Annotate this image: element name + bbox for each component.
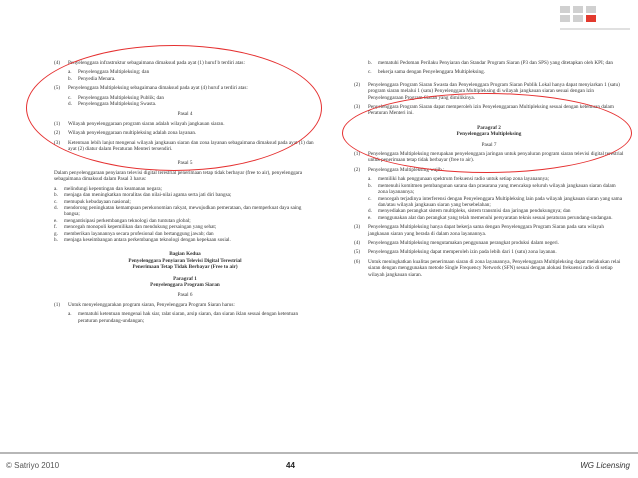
paragraph-text: Penyelenggara Multipleksing merupakan penyelenggara jaringan untuk penyaluran program siaran televisi digital terestrial untuk penerimaan tetap tidak berbayar (free to air). [368,151,624,164]
page-number: 44 [286,461,295,470]
paragraph-text: Penyelenggara Program Siaran dapat memperoleh izin Penyelenggaraan Multipleksing sesuai dengan ketentuan dalam Peraturan Menteri ini. [368,104,614,117]
list-item [54,237,316,243]
list-item-number: b. [54,192,58,199]
list-item-number: d. [54,204,58,211]
list-item-text: mendorong peningkatan kemampuan perekonomian rakyat, mewujudkan pemerataan, dan memperkuat daya saing bangsa; [64,204,302,218]
paragraph-text: Wilayah penyelenggaraan multipleksing adalah zona layanan. [68,130,197,137]
list-item-text: mencegah monopoli kepemilikan dan mendukung persaingan yang sehat; [64,224,217,231]
paragraph [354,224,624,237]
list-item-text: Penyelenggara Multipleksing; dan [78,69,150,76]
list-item-number: c. [54,198,58,205]
paragraph-text: Penyelenggara Program Siaran Swasta dan Penyelenggara Program Siaran Publik Lokal hanya dapat menyiarkan 1 (satu) program siaran melalui 1 (satu) Penyelenggara Multipleksing di wilayah jangkauan siaran sesuai dengan izin Penyelenggaraan Program Siaran yang dimilikinya. [368,81,620,101]
paragraph [354,259,624,278]
copyright-text: © Satriyo 2010 [6,461,60,470]
paragraph [54,60,316,66]
paragraph [354,240,624,246]
list-item-number: d. [368,208,372,215]
list-item-text: memupuk kebudayaan nasional; [64,198,131,205]
list-item-number: a. [68,69,72,76]
list-item-text: menggunakan alat dan perangkat yang telah memenuhi persyaratan teknis sesuai peraturan perundang-undangan. [378,214,613,221]
list-item-text: mencegah terjadinya interferensi dengan Penyelenggara Multipleksing lain pada wilayah jangkauan siaran yang sama dan/atau wilayah jangkauan siaran yang bersebelahan; [378,195,623,208]
list-item [68,101,316,107]
paragraph-number: (5) [354,249,361,256]
paragraph [354,82,624,101]
list-item-text: memenuhi komitmen pembangunan sarana dan prasarana yang mencakup seluruh wilayah jangkauan siaran dalam zona layanannya; [378,182,616,196]
top-bar [0,0,638,58]
list-item-text: Penyelenggara Multipleksing Swasta. [78,101,157,108]
list-item-text: bekerja sama dengan Penyelenggara Multipleksing. [378,69,486,76]
list-item [54,205,316,218]
list-item-text: memberikan layanannya secara profesional dan bertanggung jawab; dan [64,230,214,237]
list-item-text: menyediakan perangkat sistem multipleks, sistem transmisi dan jaringan pendukungnya; dan [378,208,571,215]
list-item-number: h. [54,236,58,243]
left-column [54,60,316,324]
paragraph-text: Penyelenggara Multipleksing sebagaimana dimaksud pada ayat (4) huruf a terdiri atas: [68,85,248,92]
list-item-text: menjaga dan meningkatkan moralitas dan nilai-nilai agama serta jati diri bangsa; [64,192,232,199]
paragraph-number: (2) [354,166,361,173]
list-item-text: Penyedia Menara. [78,75,116,82]
list-item-text: melindungi kepentingan dan keamanan negara; [64,185,162,192]
list-item-text: menjaga keseimbangan antara perkembangan teknologi dengan kepekaan sosial. [64,236,231,243]
list-item-number: a. [68,311,72,318]
paragraph-text: Wilayah penyelenggaraan program siaran adalah wilayah jangkauan siaran. [68,120,225,127]
paragraph [354,167,624,173]
paragraph-number: (1) [54,120,61,127]
list-item-number: e. [368,214,372,221]
list-item [368,196,624,209]
right-column [354,60,624,281]
section-subheading: Penyelenggara Penyiaran Televisi Digital Terestrial [128,257,242,264]
paragraph [54,121,316,127]
list-item-number: g. [54,230,58,237]
list-item-number: b. [368,60,372,66]
list-item-text: mematuhi Pedoman Perilaku Penyiaran dan Standar Program Siaran (P3 dan SPS) yang ditetapkan oleh KPI; dan [378,60,613,66]
list-item-text: mengantisipasi perkembangan teknologi dan tuntutan global; [64,217,191,224]
paragraph [354,104,624,117]
paragraph [54,140,316,153]
paragraph-number: (1) [54,301,61,308]
list-item-number: a. [368,176,372,183]
list-item-number: a. [54,185,58,192]
paragraph-heading: Paragraf 2 [477,124,501,131]
paragraph-text: Untuk meningkatkan kualitas penerimaan siaran di zona layanannya, Penyelenggara Multipleksing dapat melakukan relai siaran dengan menggunakan metode Single Frequency Network (SFN) sesuai dengan alokasi frekuensi radio di setiap wilayah jangkauan siaran. [368,258,621,278]
list-item [368,215,624,221]
footer-divider [0,452,638,454]
article-heading: Pasal 7 [481,141,497,148]
paragraph-number: (1) [354,151,361,158]
article-heading: Pasal 6 [177,292,193,299]
logo-divider [560,28,630,30]
list-item [368,60,624,66]
list-item-number: c. [68,94,72,101]
paragraph-text: Penyelenggara Multipleksing mengutamakan penggunaan perangkat produksi dalam negeri. [368,239,560,246]
list-item-number: c. [368,195,372,202]
paragraph-subheading: Penyelenggara Program Siaran [150,281,220,288]
list-item [68,311,316,324]
list-item-number: b. [68,75,72,82]
article-intro: Dalam penyelenggaraan penyiaran televisi digital terestrial penerimaan tetap tidak berbayar (free to air), penyelenggara sebagaimana dimaksud dalam Pasal 3 harus: [54,169,303,183]
paragraph-number: (3) [354,104,361,111]
paragraph-text: Penyelenggara Multipleksing dapat memperoleh izin pada lebih dari 1 (satu) zona layanan. [368,249,557,256]
paragraph-number: (6) [354,258,361,265]
paragraph-number: (5) [54,85,61,92]
list-item [368,183,624,196]
slide-footer [0,452,638,478]
paragraph-text: Ketentuan lebih lanjut mengenai wilayah jangkauan siaran dan zona layanan sebagaimana dimaksud pada ayat (1) dan ayat (2) diatur dalam Peraturan Menteri tersendiri. [68,139,314,153]
section-subheading: Penerimaan Tetap Tidak Berbayar (Free to air) [132,264,238,271]
list-item-number: b. [368,182,372,189]
paragraph-subheading: Penyelenggara Multipleksing [456,131,522,138]
paragraph-number: (4) [54,60,61,66]
logo-squares-icon [560,6,620,26]
paragraph-text: Untuk menyelenggarakan program siaran, Penyelenggara Program Siaran harus: [68,301,235,308]
list-item-number: e. [54,217,58,224]
paragraph [54,302,316,308]
list-item [68,76,316,82]
list-item-number: c. [368,69,372,76]
section-heading: Bagian Kedua [169,251,201,258]
paragraph-number: (2) [354,81,361,88]
paragraph-text: Penyelenggara Multipleksing wajib : [368,166,445,173]
article-heading: Pasal 5 [177,160,193,167]
paragraph-number: (3) [354,224,361,231]
paragraph-number: (3) [54,139,61,146]
list-item-number: d. [68,101,72,108]
list-item [368,69,624,75]
paragraph-text: Penyelenggara infrastruktur sebagaimana dimaksud pada ayat (1) huruf b terdiri atas: [68,60,245,66]
scanned-document [54,60,634,432]
paragraph-text: Penyelenggara Multipleksing hanya dapat bekerja sama dengan Penyelenggara Program Siaran pada satu wilayah jangkauan siaran yang berada di dalam zona layanannya. [368,224,604,237]
article-heading: Pasal 4 [177,111,193,118]
paragraph-number: (4) [354,239,361,246]
paragraph [354,151,624,164]
paragraph-number: (2) [54,130,61,137]
list-item-text: memiliki hak penggunaan spektrum frekuensi radio untuk setiap zona layanannya; [378,176,549,183]
list-item-text: Penyelenggara Multipleksing Publik; dan [78,94,165,101]
footer-label: WG Licensing [580,461,630,470]
paragraph-heading: Paragraf 1 [173,275,197,282]
list-item-number: f. [54,224,58,231]
paragraph [54,85,316,91]
list-item-text: mematuhi ketentuan mengenai hak siar, ralat siaran, arsip siaran, dan siaran iklan sesuai dengan ketentuan peraturan perundang-undangan; [78,311,299,324]
paragraph [354,249,624,255]
paragraph [54,130,316,136]
